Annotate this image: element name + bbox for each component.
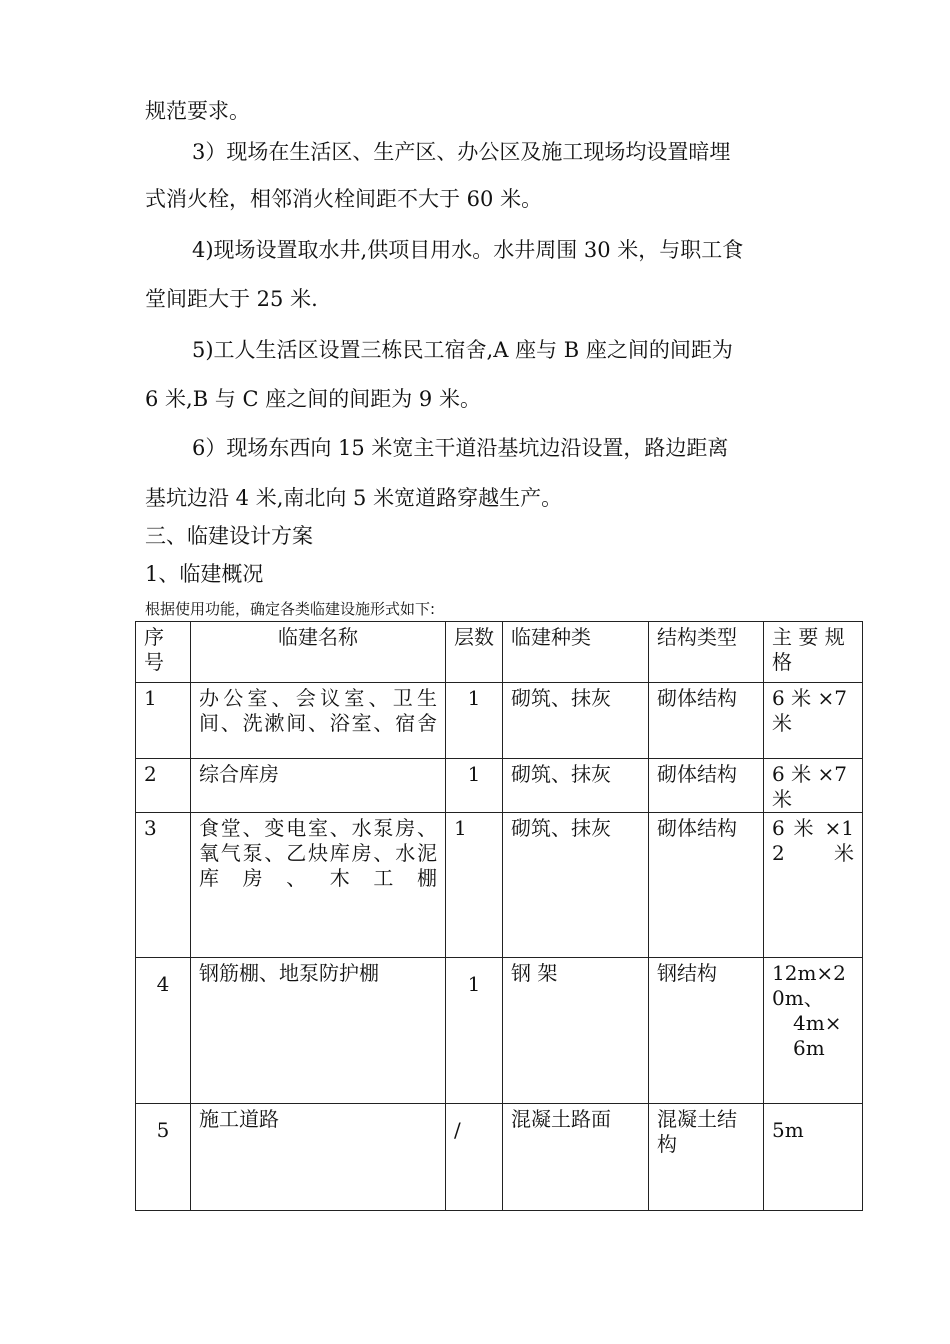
- table-row: [136, 759, 863, 813]
- section-heading: 三、临建设计方案: [145, 524, 313, 548]
- cell-structure: 砌体结构: [649, 683, 764, 759]
- paragraph-line: 式消火栓，相邻消火栓间距不大于 60 米。: [145, 187, 543, 211]
- cell-structure: 混凝土结构: [649, 1104, 764, 1211]
- header-floors: 层数: [446, 622, 503, 683]
- cell-no: 5: [136, 1104, 191, 1211]
- cell-floors: 1: [446, 683, 503, 759]
- paragraph-line: 3）现场在生活区、生产区、办公区及施工现场均设置暗埋: [192, 140, 731, 164]
- cell-spec: 6 米 ×7 米: [764, 759, 863, 813]
- cell-floors: 1: [446, 759, 503, 813]
- cell-no: 2: [136, 759, 191, 813]
- cell-floors: 1: [446, 958, 503, 1104]
- paragraph-line: 6 米,B 与 C 座之间的间距为 9 米。: [145, 387, 481, 411]
- cell-floors: 1: [446, 813, 503, 958]
- table-row: [136, 958, 863, 1104]
- cell-name: 食堂、变电室、水泵房、氧气泵、乙炔库房、水泥库房、木工棚: [191, 813, 446, 958]
- cell-spec: 6 米 ×7 米: [764, 683, 863, 759]
- cell-spec: 5m: [764, 1104, 863, 1211]
- cell-spec: 6 米 ×12 米: [764, 813, 863, 958]
- cell-kind: 砌筑、抹灰: [503, 683, 649, 759]
- table-header-row: [136, 622, 863, 683]
- spec-line: 12m×20m、: [772, 961, 846, 1010]
- paragraph-line: 5)工人生活区设置三栋民工宿舍,A 座与 B 座之间的间距为: [192, 338, 733, 362]
- cell-structure: 砌体结构: [649, 759, 764, 813]
- paragraph-line: 6）现场东西向 15 米宽主干道沿基坑边沿设置，路边距离: [192, 436, 729, 460]
- cell-spec: [764, 958, 863, 1104]
- subheading: 1、临建概况: [145, 562, 264, 586]
- spec-line: 4m×6m: [793, 1011, 842, 1060]
- cell-floors: /: [446, 1104, 503, 1211]
- header-structure: 结构类型: [649, 622, 764, 683]
- cell-kind: 混凝土路面: [503, 1104, 649, 1211]
- cell-name: 钢筋棚、地泵防护棚: [191, 958, 446, 1104]
- cell-structure: 砌体结构: [649, 813, 764, 958]
- facilities-table: [135, 621, 863, 1211]
- header-name: 临建名称: [191, 622, 446, 683]
- table-row: [136, 813, 863, 958]
- paragraph-line: 规范要求。: [145, 99, 250, 123]
- cell-no: 3: [136, 813, 191, 958]
- cell-no: 1: [136, 683, 191, 759]
- cell-name: 综合库房: [191, 759, 446, 813]
- cell-name: 办公室、会议室、卫生间、洗漱间、浴室、宿舍: [191, 683, 446, 759]
- cell-kind: 钢 架: [503, 958, 649, 1104]
- header-no: 序号: [136, 622, 191, 683]
- paragraph-line: 基坑边沿 4 米,南北向 5 米宽道路穿越生产。: [145, 486, 563, 510]
- paragraph-line: 堂间距大于 25 米.: [145, 287, 318, 311]
- cell-name: 施工道路: [191, 1104, 446, 1211]
- cell-kind: 砌筑、抹灰: [503, 813, 649, 958]
- table-caption: 根据使用功能，确定各类临建设施形式如下:: [145, 600, 436, 618]
- paragraph-line: 4)现场设置取水井,供项目用水。水井周围 30 米，与职工食: [192, 238, 744, 262]
- cell-no: 4: [136, 958, 191, 1104]
- table-row: [136, 1104, 863, 1211]
- cell-structure: 钢结构: [649, 958, 764, 1104]
- table-row: [136, 683, 863, 759]
- header-kind: 临建种类: [503, 622, 649, 683]
- cell-kind: 砌筑、抹灰: [503, 759, 649, 813]
- header-spec: 主 要 规格: [764, 622, 863, 683]
